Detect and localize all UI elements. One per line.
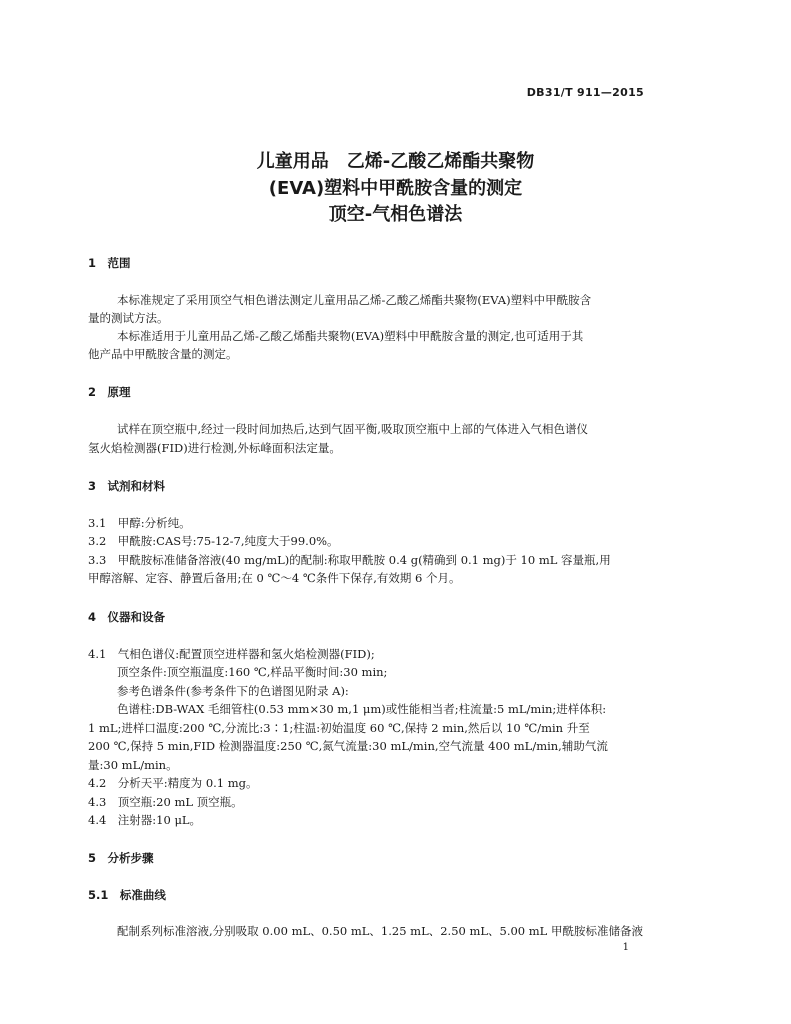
item-3-3-line-1: 3.3 甲酰胺标准储备溶液(40 mg/mL)的配制:称取甲酰胺 0.4 g(精确到 0.1 mg)于 10 mL 容量瓶,用 [88, 553, 611, 567]
section-1-paragraph-2-line-1: 本标准适用于儿童用品乙烯-乙酸乙烯酯共聚物(EVA)塑料中甲酰胺含量的测定,也可适用于其 [117, 329, 584, 343]
item-4-1-line-3: 参考色谱条件(参考条件下的色谱图见附录 A): [117, 684, 349, 698]
item-3-2: 3.2 甲酰胺:CAS号:75-12-7,纯度大于99.0%。 [88, 534, 339, 548]
section-5-1-paragraph-line-1: 配制系列标准溶液,分别吸取 0.00 mL、0.50 mL、1.25 mL、2.50 mL、5.00 mL 甲酰胺标准储备液 [117, 924, 643, 938]
document-title-line-1: 儿童用品 乙烯-乙酸乙烯酯共聚物 [256, 151, 535, 172]
section-4-heading: 4 仪器和设备 [88, 610, 166, 624]
section-1-paragraph-2-line-2: 他产品中甲酰胺含量的测定。 [88, 347, 238, 361]
item-4-1-line-5: 1 mL;进样口温度:200 ℃,分流比:3∶1;柱温:初始温度 60 ℃,保持 2 min,然后以 10 ℃/min 升至 [88, 721, 590, 735]
section-3-heading: 3 试剂和材料 [88, 479, 166, 493]
document-title-line-3: 顶空-气相色谱法 [328, 204, 463, 225]
item-3-3-line-2: 甲醇溶解、定容、静置后备用;在 0 ℃～4 ℃条件下保存,有效期 6 个月。 [88, 571, 461, 585]
section-2-heading: 2 原理 [88, 385, 131, 399]
section-1-heading: 1 范围 [88, 256, 131, 270]
section-2-paragraph-line-2: 氢火焰检测器(FID)进行检测,外标峰面积法定量。 [88, 441, 341, 455]
item-3-1: 3.1 甲醇:分析纯。 [88, 516, 191, 530]
page-number: 1 [622, 942, 629, 953]
item-4-4: 4.4 注射器:10 μL。 [88, 813, 202, 827]
subsection-5-1-heading: 5.1 标准曲线 [88, 888, 166, 902]
item-4-1-line-1: 4.1 气相色谱仪:配置顶空进样器和氢火焰检测器(FID); [88, 647, 375, 661]
item-4-1-line-2: 顶空条件:顶空瓶温度:160 ℃,样品平衡时间:30 min; [117, 665, 388, 679]
section-2-paragraph-line-1: 试样在顶空瓶中,经过一段时间加热后,达到气固平衡,吸取顶空瓶中上部的气体进入气相色谱仪 [117, 422, 588, 436]
item-4-1-line-6: 200 ℃,保持 5 min,FID 检测器温度:250 ℃,氮气流量:30 mL/min,空气流量 400 mL/min,辅助气流 [88, 739, 608, 753]
standard-code: DB31/T 911—2015 [526, 86, 644, 99]
item-4-3: 4.3 顶空瓶:20 mL 顶空瓶。 [88, 795, 243, 809]
section-5-heading: 5 分析步骤 [88, 851, 154, 865]
item-4-2: 4.2 分析天平:精度为 0.1 mg。 [88, 776, 258, 790]
document-title-line-2: (EVA)塑料中甲酰胺含量的测定 [268, 178, 523, 199]
section-1-paragraph-1-line-2: 量的测试方法。 [88, 311, 169, 325]
item-4-1-line-4: 色谱柱:DB-WAX 毛细管柱(0.53 mm×30 m,1 μm)或性能相当者;柱流量:5 mL/min;进样体积: [117, 702, 607, 716]
item-4-1-line-7: 量:30 mL/min。 [88, 758, 178, 772]
section-1-paragraph-1-line-1: 本标准规定了采用顶空气相色谱法测定儿童用品乙烯-乙酸乙烯酯共聚物(EVA)塑料中甲酰胺含 [117, 293, 592, 307]
